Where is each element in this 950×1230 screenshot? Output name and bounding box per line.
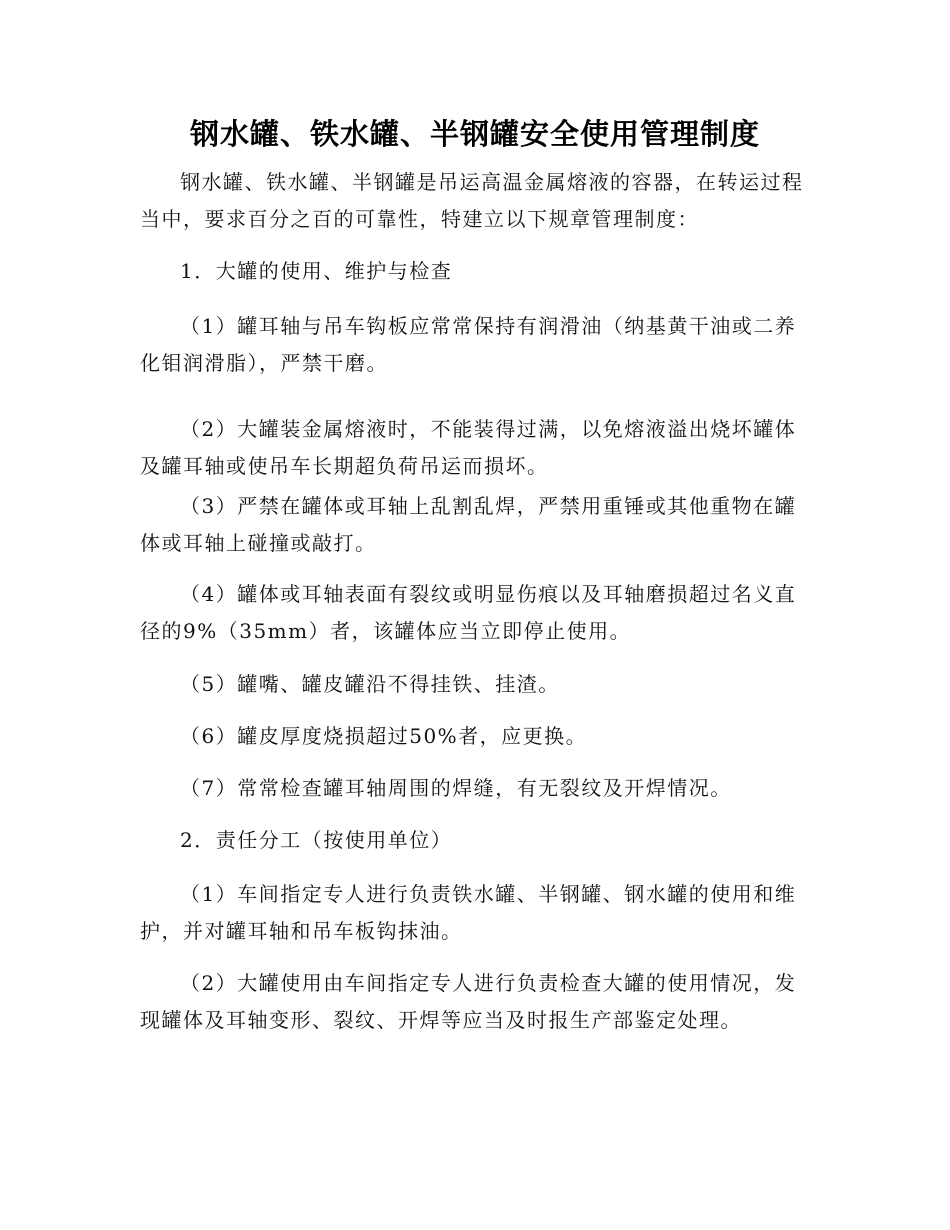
section-1-item-7: （7）常常检查罐耳轴周围的焊缝，有无裂纹及开焊情况。 xyxy=(180,776,732,800)
section-1-heading: 1．大罐的使用、维护与检查 xyxy=(180,259,453,283)
section-2-item-1: （1）车间指定专人进行负责铁水罐、半钢罐、钢水罐的使用和维护，并对罐耳轴和吊车板钩抹油。 xyxy=(140,882,797,943)
section-1-item-6: （6）罐皮厚度烧损超过50%者，应更换。 xyxy=(180,724,588,748)
section-1-item-3: （3）严禁在罐体或耳轴上乱割乱焊，严禁用重锤或其他重物在罐体或耳轴上碰撞或敲打。 xyxy=(140,494,797,555)
intro-paragraph: 钢水罐、铁水罐、半钢罐是吊运高温金属熔液的容器，在转运过程当中，要求百分之百的可靠性，特建立以下规章管理制度： xyxy=(140,170,804,231)
section-2-item-2: （2）大罐使用由车间指定专人进行负责检查大罐的使用情况，发现罐体及耳轴变形、裂纹、开焊等应当及时报生产部鉴定处理。 xyxy=(140,971,797,1032)
section-2-heading: 2．责任分工（按使用单位） xyxy=(180,828,453,852)
document-title: 钢水罐、铁水罐、半钢罐安全使用管理制度 xyxy=(189,117,760,151)
section-1-item-5: （5）罐嘴、罐皮罐沿不得挂铁、挂渣。 xyxy=(180,672,560,696)
section-1-item-1: （1）罐耳轴与吊车钩板应常常保持有润滑油（纳基黄干油或二养化钼润滑脂），严禁干磨。 xyxy=(140,314,797,375)
section-1-item-4: （4）罐体或耳轴表面有裂纹或明显伤痕以及耳轴磨损超过名义直径的9%（35mm）者，该罐体应当立即停止使用。 xyxy=(140,582,797,643)
section-1-item-2: （2）大罐装金属熔液时，不能装得过满，以免熔液溢出烧坏罐体及罐耳轴或使吊车长期超负荷吊运而损坏。 xyxy=(140,417,797,478)
